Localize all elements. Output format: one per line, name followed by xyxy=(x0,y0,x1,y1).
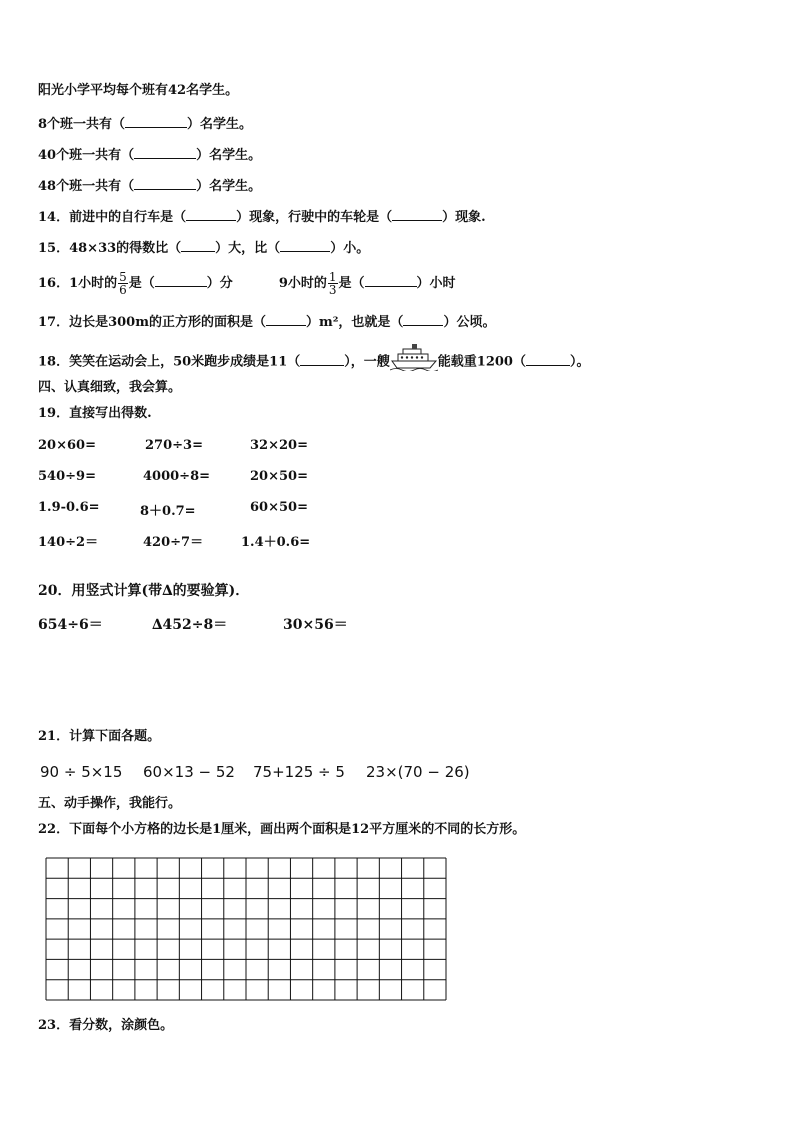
intro-line-1: 8个班一共有（ ）名学生。 xyxy=(38,117,253,132)
expression-item: 75+125 ÷ 5 xyxy=(253,763,345,781)
answer-blank[interactable] xyxy=(155,274,207,287)
question-20-title: 20．用竖式计算(带∆的要验算)． xyxy=(38,583,250,599)
answer-blank[interactable] xyxy=(134,146,196,159)
oral-calc-item: 8＋0.7= xyxy=(140,504,196,519)
question-15: 15．48×33的得数比（ ）大，比（ ）小。 xyxy=(38,241,370,256)
expression-item: 60×13 − 52 xyxy=(143,763,235,781)
oral-calc-item: 1.4＋0.6= xyxy=(241,535,311,550)
oral-calc-item: 140÷2＝ xyxy=(38,535,99,550)
answer-blank[interactable] xyxy=(300,353,344,366)
intro-line-2: 40个班一共有（ ）名学生。 xyxy=(38,148,262,163)
vertical-calc-item: ∆452÷8＝ xyxy=(152,617,228,633)
fraction-one-third: $\frac{1}{3}$ xyxy=(328,270,337,297)
square-grid[interactable] xyxy=(45,857,447,1002)
answer-blank[interactable] xyxy=(134,177,196,190)
answer-blank[interactable] xyxy=(266,313,306,326)
oral-calc-item: 32×20= xyxy=(250,438,308,453)
vertical-calc-item: 30×56＝ xyxy=(283,617,348,633)
oral-calc-item: 4000÷8= xyxy=(143,469,211,484)
expression-item: 90 ÷ 5×15 xyxy=(40,763,123,781)
vertical-calc-item: 654÷6＝ xyxy=(38,617,103,633)
question-21-title: 21．计算下面各题。 xyxy=(38,729,161,744)
oral-calc-item: 60×50= xyxy=(250,500,308,515)
answer-blank[interactable] xyxy=(125,115,187,128)
expression-item: 23×(70 − 26) xyxy=(366,763,470,781)
answer-blank[interactable] xyxy=(186,208,236,221)
answer-blank[interactable] xyxy=(403,313,443,326)
question-14: 14．前进中的自行车是（ ）现象，行驶中的车轮是（ ）现象. xyxy=(38,210,486,225)
answer-blank[interactable] xyxy=(280,239,330,252)
question-19-title: 19．直接写出得数. xyxy=(38,406,152,421)
fraction-five-sixths: $\frac{5}{6}$ xyxy=(119,270,127,297)
intro-stem: 阳光小学平均每个班有42名学生。 xyxy=(38,83,239,98)
answer-blank[interactable] xyxy=(181,239,215,252)
answer-blank[interactable] xyxy=(392,208,442,221)
ship-icon xyxy=(390,341,438,383)
answer-blank[interactable] xyxy=(365,274,417,287)
oral-calc-item: 540÷9= xyxy=(38,469,96,484)
oral-calc-item: 20×60= xyxy=(38,438,96,453)
oral-calc-item: 270÷3= xyxy=(145,438,203,453)
question-16: 16．1小时的 $\frac{5}{6}$ 是（ ）分 9小时的 $\frac{1}{3}$ 是（ ）小时 xyxy=(38,270,456,297)
answer-blank[interactable] xyxy=(526,353,570,366)
question-23-title: 23．看分数，涂颜色。 xyxy=(38,1018,174,1033)
intro-line-3: 48个班一共有（ ）名学生。 xyxy=(38,179,262,194)
section-4-heading: 四、认真细致，我会算。 xyxy=(38,380,182,395)
question-18: 18．笑笑在运动会上，50米跑步成绩是11（ ），一艘 能载重1200（ ）。 xyxy=(38,341,590,383)
question-17: 17．边长是300m的正方形的面积是（ ）m²，也就是（ ）公顷。 xyxy=(38,315,496,330)
question-22-title: 22．下面每个小方格的边长是1厘米，画出两个面积是12平方厘米的不同的长方形。 xyxy=(38,822,526,837)
oral-calc-item: 20×50= xyxy=(250,469,308,484)
oral-calc-item: 420÷7＝ xyxy=(143,535,204,550)
section-5-heading: 五、动手操作，我能行。 xyxy=(38,796,182,811)
oral-calc-item: 1.9-0.6= xyxy=(38,500,100,515)
